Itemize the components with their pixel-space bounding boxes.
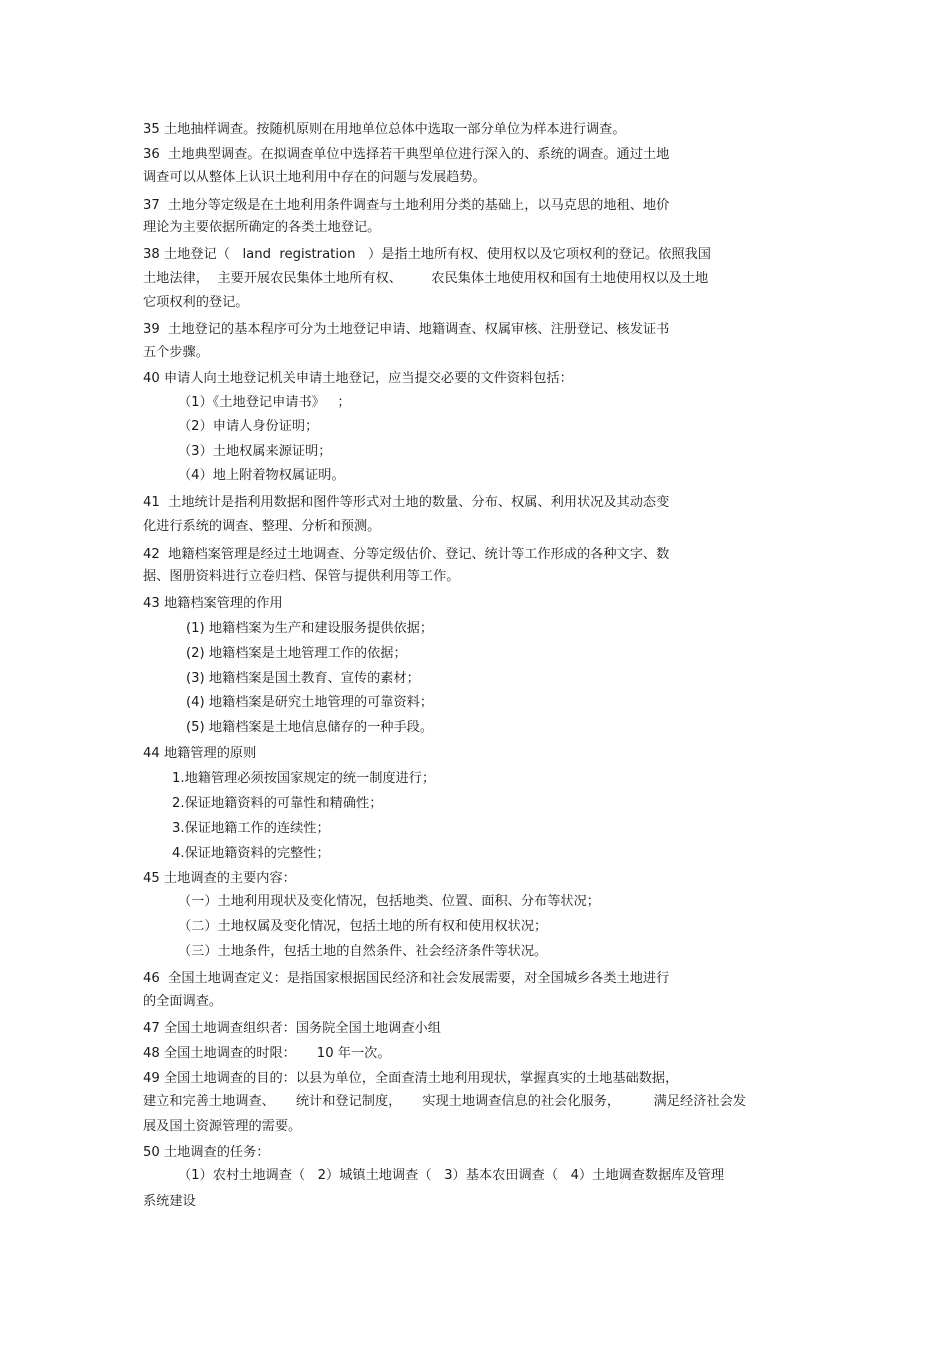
- list-item: 1.地籍管理必须按国家规定的统一制度进行；: [172, 771, 436, 786]
- text-line: 理论为主要依据所确定的各类土地登记。: [143, 220, 381, 235]
- list-item: （三）土地条件，包括土地的自然条件、社会经济条件等状况。: [178, 944, 548, 959]
- list-item: 4.保证地籍资料的完整性；: [172, 846, 330, 861]
- list-item: 2.保证地籍资料的可靠性和精确性；: [172, 796, 383, 811]
- text-line: 展及国土资源管理的需要。: [143, 1119, 302, 1134]
- list-item: （二）土地权属及变化情况，包括土地的所有权和使用权状况；: [178, 919, 548, 934]
- text-line: 的全面调查。: [143, 994, 223, 1009]
- list-item: （2）申请人身份证明；: [178, 419, 319, 434]
- text-line: 40 申请人向土地登记机关申请土地登记，应当提交必要的文件资料包括：: [143, 371, 573, 386]
- list-item: (4) 地籍档案是研究土地管理的可靠资料；: [186, 695, 434, 710]
- text-line: 化进行系统的调查、整理、分析和预测。: [143, 519, 381, 534]
- list-item: (1) 地籍档案为生产和建设服务提供依据；: [186, 621, 434, 636]
- text-line: 50 土地调查的任务：: [143, 1145, 270, 1160]
- list-item: 3.保证地籍工作的连续性；: [172, 821, 330, 836]
- text-line: 调查可以从整体上认识土地利用中存在的问题与发展趋势。: [143, 170, 486, 185]
- list-item: (3) 地籍档案是国土教育、宣传的素材；: [186, 671, 420, 686]
- text-line: 42 地籍档案管理是经过土地调查、分等定级估价、登记、统计等工作形成的各种文字、数: [143, 547, 670, 562]
- text-line: 44 地籍管理的原则: [143, 746, 257, 761]
- text-line: 土地法律， 主要开展农民集体土地所有权、 农民集体土地使用权和国有土地使用权以及土地: [143, 271, 709, 286]
- list-item: （3）土地权属来源证明；: [178, 444, 332, 459]
- text-line: 43 地籍档案管理的作用: [143, 596, 283, 611]
- list-item: （1）农村土地调查（ 2）城镇土地调查（ 3）基本农田调查（ 4）土地调查数据库及管理: [178, 1168, 725, 1183]
- text-line: 39 土地登记的基本程序可分为土地登记申请、地籍调查、权属审核、注册登记、核发证书: [143, 322, 670, 337]
- text-line: 38 土地登记（ land registration ）是指土地所有权、使用权以及它项权利的登记。依照我国: [143, 247, 711, 262]
- list-item: （1）《土地登记申请书》 ；: [178, 395, 351, 410]
- text-line: 46 全国土地调查定义：是指国家根据国民经济和社会发展需要，对全国城乡各类土地进行: [143, 971, 670, 986]
- list-item: (5) 地籍档案是土地信息储存的一种手段。: [186, 720, 434, 735]
- text-line: 47 全国土地调查组织者：国务院全国土地调查小组: [143, 1021, 441, 1036]
- text-line: 37 土地分等定级是在土地利用条件调查与土地利用分类的基础上，以马克思的地租、地价: [143, 198, 670, 213]
- text-line: 系统建设: [143, 1194, 196, 1209]
- text-line: 41 土地统计是指利用数据和图件等形式对土地的数量、分布、权属、利用状况及其动态变: [143, 495, 670, 510]
- text-line: 49 全国土地调查的目的：以县为单位，全面查清土地利用现状，掌握真实的土地基础数据，: [143, 1071, 679, 1086]
- list-item: （4）地上附着物权属证明。: [178, 468, 345, 483]
- text-line: 据、图册资料进行立卷归档、保管与提供利用等工作。: [143, 569, 460, 584]
- text-line: 35 土地抽样调查。按随机原则在用地单位总体中选取一部分单位为样本进行调查。: [143, 122, 626, 137]
- list-item: (2) 地籍档案是土地管理工作的依据；: [186, 646, 407, 661]
- list-item: （一）土地利用现状及变化情况，包括地类、位置、面积、分布等状况；: [178, 894, 600, 909]
- text-line: 36 土地典型调查。在拟调查单位中选择若干典型单位进行深入的、系统的调查。通过土地: [143, 147, 670, 162]
- text-line: 45 土地调查的主要内容：: [143, 871, 296, 886]
- text-line: 它项权利的登记。: [143, 295, 249, 310]
- text-line: 建立和完善土地调查、 统计和登记制度， 实现土地调查信息的社会化服务， 满足经济社会发: [143, 1094, 746, 1109]
- text-line: 48 全国土地调查的时限： 10 年一次。: [143, 1046, 391, 1061]
- text-line: 五个步骤。: [143, 345, 209, 360]
